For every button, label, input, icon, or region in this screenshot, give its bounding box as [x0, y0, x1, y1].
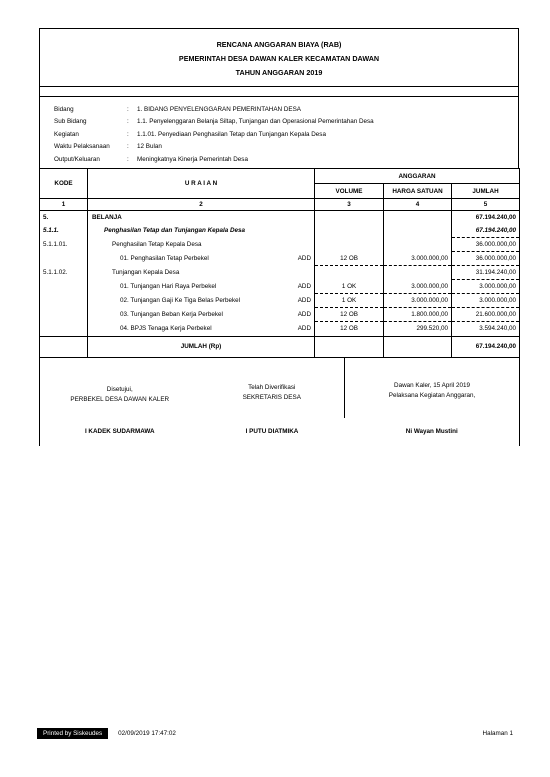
approval-label: Disetujui, [106, 386, 133, 393]
row-sumber [268, 266, 315, 280]
verification-label: Telah Diverifikasi [248, 384, 296, 391]
printed-by-badge: Printed by Siskeudes [37, 728, 108, 739]
col-jumlah-header: JUMLAH [472, 187, 499, 195]
table-row [40, 224, 520, 238]
table-row [40, 294, 520, 308]
column-number: 5 [452, 199, 520, 211]
row-harga [384, 266, 452, 280]
info-row-sub-bidang [40, 116, 518, 129]
header-spacer [39, 86, 519, 96]
table-row [40, 322, 520, 337]
total-value: 67.194.240,00 [475, 343, 517, 350]
row-kode: 5. [40, 211, 88, 225]
activity-info [39, 96, 519, 168]
info-row-waktu [40, 141, 518, 154]
column-number-row [40, 199, 520, 211]
row-jumlah: 67.194.240,00 [452, 224, 520, 238]
row-sumber: ADD [268, 252, 315, 266]
row-jumlah: 36.000.000,00 [452, 238, 520, 252]
col-uraian-header: U R A I A N [88, 169, 315, 199]
row-jumlah: 36.000.000,00 [452, 252, 520, 266]
row-harga [384, 224, 452, 238]
info-value: Meningkatnya Kinerja Pemerintah Desa [137, 155, 248, 163]
row-volume: 12 OB [315, 308, 384, 322]
row-uraian: Penghasilan Tetap dan Tunjangan Kepala Desa [104, 227, 246, 235]
budget-table [39, 168, 520, 358]
row-uraian: 02. Tunjangan Gaji Ke Tiga Belas Perbekel [120, 297, 241, 304]
row-sumber: ADD [268, 308, 315, 322]
row-kode [40, 280, 88, 294]
column-number: 4 [384, 199, 452, 211]
row-volume: 1 OK [315, 280, 384, 294]
table-header-row [40, 169, 520, 184]
row-uraian: 01. Tunjangan Hari Raya Perbekel [120, 283, 217, 290]
info-row-bidang [40, 103, 518, 116]
row-uraian: Tunjangan Kepala Desa [112, 269, 180, 276]
row-kode: 5.1.1.01. [40, 238, 88, 252]
table-row [40, 238, 520, 252]
table-row [40, 211, 520, 225]
col-volume-header: VOLUME [315, 184, 384, 199]
verifier-title: SEKRETARIS DESA [242, 394, 301, 401]
rab-document [39, 28, 519, 446]
info-colon: : [127, 130, 129, 138]
place-date: Dawan Kaler, 15 April 2019 [394, 382, 470, 389]
row-harga: 1.800.000,00 [384, 308, 452, 322]
column-number: 2 [88, 199, 315, 211]
row-jumlah: 31.194.240,00 [452, 266, 520, 280]
signature-section [39, 358, 520, 446]
row-volume [315, 238, 384, 252]
info-colon: : [127, 105, 129, 113]
table-row [40, 280, 520, 294]
info-value: 1.1. Penyelenggaran Belanja Siltap, Tunjangan dan Operasional Pemerintahan Desa [137, 118, 374, 126]
row-harga: 299.520,00 [384, 322, 452, 337]
row-jumlah: 21.600.000,00 [452, 308, 520, 322]
row-kode [40, 294, 88, 308]
row-volume [315, 266, 384, 280]
print-timestamp: 02/09/2019 17:47:02 [118, 729, 176, 737]
row-harga: 3.000.000,00 [384, 280, 452, 294]
row-kode: 5.1.1.02. [40, 266, 88, 280]
document-header [39, 28, 519, 86]
row-volume: 1 OK [315, 294, 384, 308]
row-volume [315, 224, 384, 238]
row-uraian: 03. Tunjangan Beban Kerja Perbekel [120, 311, 223, 318]
row-harga: 3.000.000,00 [384, 252, 452, 266]
approver-title: PERBEKEL DESA DAWAN KALER [70, 396, 170, 403]
executor-title: Pelaksana Kegiatan Anggaran, [388, 392, 476, 399]
table-row [40, 266, 520, 280]
table-row [40, 308, 520, 322]
info-label: Output/Keluaran [54, 155, 100, 163]
col-kode-header: KODE [40, 169, 88, 199]
col-anggaran-header: ANGGARAN [315, 169, 520, 184]
header-year: TAHUN ANGGARAN 2019 [235, 68, 323, 77]
col-harga-header: HARGA SATUAN [384, 184, 452, 199]
row-uraian: BELANJA [92, 214, 122, 221]
total-row [40, 336, 520, 357]
row-sumber [268, 211, 315, 225]
row-uraian: 01. Penghasilan Tetap Perbekel [120, 255, 209, 262]
info-colon: : [127, 118, 129, 126]
row-kode: 5.1.1. [40, 224, 88, 238]
row-jumlah: 3.000.000,00 [452, 280, 520, 294]
row-sumber [268, 238, 315, 252]
column-number: 1 [40, 199, 88, 211]
header-title: RENCANA ANGGARAN BIAYA (RAB) [216, 40, 342, 49]
row-uraian: Penghasilan Tetap Kepala Desa [112, 241, 202, 248]
table-row [40, 252, 520, 266]
info-value: 1.1.01. Penyediaan Penghasilan Tetap dan Tunjangan Kepala Desa [137, 130, 326, 138]
info-colon: : [127, 155, 129, 163]
row-jumlah: 3.000.000,00 [452, 294, 520, 308]
info-label: Sub Bidang [54, 118, 87, 126]
row-uraian: 04. BPJS Tenaga Kerja Perbekel [120, 325, 212, 332]
info-value: 12 Bulan [137, 143, 162, 151]
row-kode [40, 308, 88, 322]
info-colon: : [127, 143, 129, 151]
verifier-name: I PUTU DIATMIKA [245, 428, 299, 435]
info-label: Waktu Pelaksanaan [54, 143, 110, 151]
row-volume: 12 OB [315, 322, 384, 337]
row-sumber: ADD [268, 322, 315, 337]
row-harga: 3.000.000,00 [384, 294, 452, 308]
info-row-kegiatan [40, 128, 518, 141]
column-number: 3 [315, 199, 384, 211]
page-footer [37, 728, 513, 738]
row-harga [384, 238, 452, 252]
row-kode [40, 252, 88, 266]
header-government: PEMERINTAH DESA DAWAN KALER KECAMATAN DAWAN [178, 54, 380, 63]
info-row-output [40, 153, 518, 166]
signature-headings [40, 358, 520, 418]
approver-name: I KADEK SUDARMAWA [84, 428, 155, 435]
executor-name: Ni Wayan Mustini [405, 428, 458, 435]
page-number: Halaman 1 [482, 729, 513, 737]
info-label: Bidang [54, 105, 74, 113]
info-label: Kegiatan [54, 130, 79, 138]
row-sumber [268, 224, 315, 238]
row-jumlah: 67.194.240,00 [475, 214, 517, 221]
info-value: 1. BIDANG PENYELENGGARAN PEMERINTAHAN DESA [137, 105, 301, 113]
signature-names [40, 418, 520, 446]
row-kode [40, 322, 88, 337]
total-label: JUMLAH (Rp) [88, 336, 315, 357]
row-sumber: ADD [268, 294, 315, 308]
row-harga [384, 211, 452, 225]
row-jumlah: 3.594.240,00 [479, 325, 517, 333]
row-sumber: ADD [268, 280, 315, 294]
row-volume: 12 OB [315, 252, 384, 266]
row-volume [315, 211, 384, 225]
